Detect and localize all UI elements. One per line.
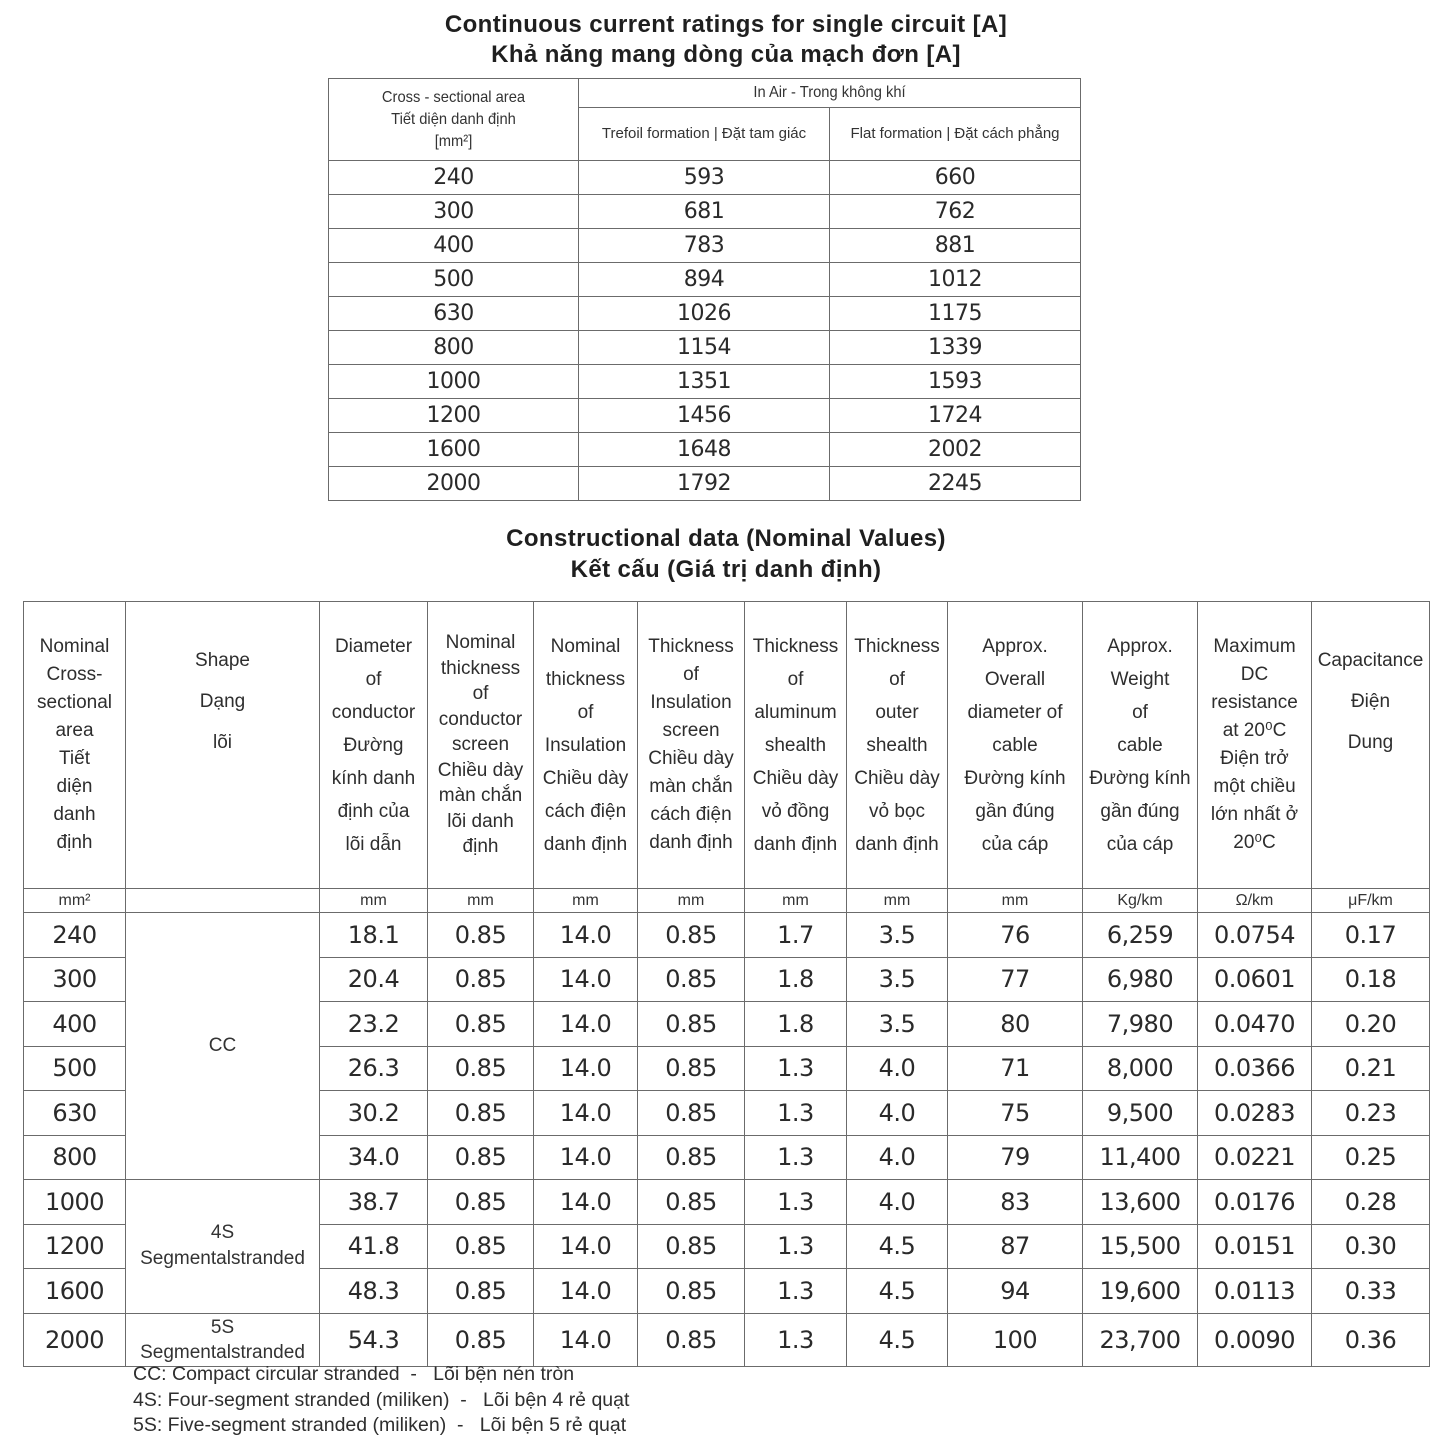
table-row bbox=[329, 297, 1081, 331]
header-line: of bbox=[889, 668, 905, 690]
cell-aluminum-sheath: 1.7 bbox=[745, 913, 847, 958]
cell-flat: 660 bbox=[830, 161, 1081, 195]
header-line: một chiều bbox=[1213, 776, 1296, 797]
header-overall-diameter bbox=[948, 602, 1083, 889]
cell-capacitance: 0.36 bbox=[1312, 1313, 1430, 1366]
cell-trefoil: 1792 bbox=[579, 467, 830, 501]
header-line: Thickness bbox=[648, 636, 734, 657]
header-line: Đường bbox=[343, 734, 404, 756]
cell-flat: 1012 bbox=[830, 263, 1081, 297]
header-line: định của bbox=[337, 800, 410, 822]
cell-dc-resistance: 0.0176 bbox=[1198, 1180, 1312, 1225]
cell-flat: 762 bbox=[830, 195, 1081, 229]
cell-trefoil: 593 bbox=[579, 161, 830, 195]
cell-capacitance: 0.28 bbox=[1312, 1180, 1430, 1225]
table-row bbox=[329, 263, 1081, 297]
unit-overall-diameter: mm bbox=[948, 889, 1083, 913]
header-line: conductor bbox=[438, 708, 523, 730]
unit-shape bbox=[126, 889, 320, 913]
header-line: gần đúng bbox=[1100, 800, 1180, 822]
cell-insulation-screen: 0.85 bbox=[638, 1313, 745, 1366]
header-line: of bbox=[683, 664, 699, 685]
header-flat-label: Flat formation | Đặt cách phẳng bbox=[850, 125, 1060, 142]
cell-outer-sheath: 3.5 bbox=[847, 1002, 948, 1047]
cell-insulation-screen: 0.85 bbox=[638, 1091, 745, 1136]
header-line: Capacitance bbox=[1317, 650, 1424, 671]
header-aluminum-sheath bbox=[745, 602, 847, 889]
header-line: Chiều dày bbox=[854, 767, 940, 789]
cell-area: 800 bbox=[24, 1135, 126, 1180]
cell-area: 800 bbox=[329, 331, 579, 365]
table-row bbox=[329, 399, 1081, 433]
cell-outer-sheath: 4.5 bbox=[847, 1269, 948, 1314]
cell-aluminum-sheath: 1.3 bbox=[745, 1046, 847, 1091]
header-flat bbox=[830, 108, 1081, 161]
cell-area: 1000 bbox=[24, 1180, 126, 1225]
cell-area: 300 bbox=[24, 957, 126, 1002]
cell-insulation: 14.0 bbox=[534, 1180, 638, 1225]
cell-insulation-screen: 0.85 bbox=[638, 1046, 745, 1091]
cell-area: 500 bbox=[329, 263, 579, 297]
cell-overall-diameter: 80 bbox=[948, 1002, 1083, 1047]
cell-overall-diameter: 94 bbox=[948, 1269, 1083, 1314]
cell-capacitance: 0.21 bbox=[1312, 1046, 1430, 1091]
cell-flat: 1175 bbox=[830, 297, 1081, 331]
cell-weight: 8,000 bbox=[1083, 1046, 1198, 1091]
cell-insulation: 14.0 bbox=[534, 1224, 638, 1269]
cell-flat: 2002 bbox=[830, 433, 1081, 467]
cell-area: 1000 bbox=[329, 365, 579, 399]
header-cross-section bbox=[329, 79, 579, 161]
header-in-air bbox=[579, 79, 1081, 108]
header-line: conductor bbox=[331, 701, 416, 723]
header-line: Chiều dày bbox=[437, 759, 524, 781]
cell-conductor-diameter: 20.4 bbox=[320, 957, 428, 1002]
header-line: Cross- bbox=[46, 664, 103, 685]
unit-area: mm² bbox=[24, 889, 126, 913]
cell-aluminum-sheath: 1.3 bbox=[745, 1180, 847, 1225]
cell-capacitance: 0.30 bbox=[1312, 1224, 1430, 1269]
cell-insulation: 14.0 bbox=[534, 1046, 638, 1091]
cell-conductor-screen: 0.85 bbox=[428, 1180, 534, 1225]
constructional-table bbox=[23, 601, 1430, 1367]
header-in-air-label: In Air - Trong không khí bbox=[753, 84, 906, 101]
cell-conductor-screen: 0.85 bbox=[428, 957, 534, 1002]
constructional-title-vi: Kết cấu (Giá trị danh định) bbox=[570, 556, 882, 583]
header-line: Diameter bbox=[334, 635, 413, 657]
unit-weight: Kg/km bbox=[1083, 889, 1198, 913]
cell-area: 630 bbox=[329, 297, 579, 331]
header-line: Chiều dày bbox=[542, 767, 629, 789]
header-line: vỏ bọc bbox=[869, 800, 925, 822]
cell-weight: 7,980 bbox=[1083, 1002, 1198, 1047]
cell-capacitance: 0.18 bbox=[1312, 957, 1430, 1002]
cell-aluminum-sheath: 1.3 bbox=[745, 1224, 847, 1269]
cell-dc-resistance: 0.0283 bbox=[1198, 1091, 1312, 1136]
note-4s: 4S: Four-segment stranded (miliken) - Lõi bện 4 rẻ quạt bbox=[133, 1388, 630, 1411]
header-line: danh định bbox=[855, 833, 939, 855]
header-line: Thickness bbox=[854, 635, 940, 657]
table-row bbox=[329, 229, 1081, 263]
unit-conductor-screen: mm bbox=[428, 889, 534, 913]
cell-dc-resistance: 0.0470 bbox=[1198, 1002, 1312, 1047]
header-line: thickness bbox=[545, 668, 626, 690]
cell-aluminum-sheath: 1.8 bbox=[745, 1002, 847, 1047]
header-line: area bbox=[55, 720, 94, 741]
header-line: lõi dẫn bbox=[345, 833, 402, 855]
cell-overall-diameter: 100 bbox=[948, 1313, 1083, 1366]
header-line: shealth bbox=[764, 734, 827, 756]
shape-label-line: Segmentalstranded bbox=[140, 1341, 305, 1363]
cell-capacitance: 0.23 bbox=[1312, 1091, 1430, 1136]
cell-overall-diameter: 87 bbox=[948, 1224, 1083, 1269]
header-capacitance bbox=[1312, 602, 1430, 889]
legend-notes bbox=[133, 1362, 629, 1439]
cell-insulation: 14.0 bbox=[534, 1313, 638, 1366]
header-weight bbox=[1083, 602, 1198, 889]
cell-weight: 15,500 bbox=[1083, 1224, 1198, 1269]
table-row bbox=[329, 467, 1081, 501]
cell-insulation: 14.0 bbox=[534, 1269, 638, 1314]
unit-insulation-screen: mm bbox=[638, 889, 745, 913]
cell-conductor-diameter: 34.0 bbox=[320, 1135, 428, 1180]
header-line: Insulation bbox=[650, 692, 732, 713]
header-line: Đường kính bbox=[964, 767, 1066, 789]
header-line: danh định bbox=[543, 833, 628, 855]
cell-insulation: 14.0 bbox=[534, 1002, 638, 1047]
cell-capacitance: 0.17 bbox=[1312, 913, 1430, 958]
header-line: of bbox=[1132, 701, 1148, 723]
cell-flat: 2245 bbox=[830, 467, 1081, 501]
header-line: lớn nhất ở bbox=[1210, 804, 1299, 825]
header-line: của cáp bbox=[981, 833, 1049, 855]
cell-capacitance: 0.20 bbox=[1312, 1002, 1430, 1047]
cell-overall-diameter: 79 bbox=[948, 1135, 1083, 1180]
header-cross-section-unit: [mm²] bbox=[434, 132, 473, 150]
constructional-title-en: Constructional data (Nominal Values) bbox=[506, 525, 946, 552]
header-line: Overall bbox=[984, 668, 1046, 690]
cell-area: 1600 bbox=[24, 1269, 126, 1314]
cell-trefoil: 783 bbox=[579, 229, 830, 263]
cell-trefoil: 894 bbox=[579, 263, 830, 297]
table-row bbox=[329, 365, 1081, 399]
cell-area: 500 bbox=[24, 1046, 126, 1091]
header-line: Tiết bbox=[59, 748, 90, 769]
header-line: Nominal bbox=[445, 632, 516, 654]
header-trefoil bbox=[579, 108, 830, 161]
cell-area: 240 bbox=[24, 913, 126, 958]
cell-aluminum-sheath: 1.3 bbox=[745, 1091, 847, 1136]
table-row bbox=[24, 1313, 1430, 1366]
current-ratings-table bbox=[328, 78, 1081, 501]
cell-trefoil: 1154 bbox=[579, 331, 830, 365]
header-line: resistance bbox=[1211, 692, 1298, 713]
cell-insulation: 14.0 bbox=[534, 1135, 638, 1180]
cell-conductor-diameter: 26.3 bbox=[320, 1046, 428, 1091]
header-line: Approx. bbox=[1107, 635, 1173, 657]
header-outer-sheath bbox=[847, 602, 948, 889]
cell-insulation: 14.0 bbox=[534, 913, 638, 958]
cell-area: 300 bbox=[329, 195, 579, 229]
cell-weight: 23,700 bbox=[1083, 1313, 1198, 1366]
cell-trefoil: 681 bbox=[579, 195, 830, 229]
shape-label-line: Segmentalstranded bbox=[140, 1248, 305, 1270]
cell-trefoil: 1026 bbox=[579, 297, 830, 331]
unit-aluminum-sheath: mm bbox=[745, 889, 847, 913]
header-line: của cáp bbox=[1106, 833, 1174, 855]
header-line: gần đúng bbox=[975, 800, 1055, 822]
cell-insulation: 14.0 bbox=[534, 957, 638, 1002]
cell-conductor-diameter: 48.3 bbox=[320, 1269, 428, 1314]
cell-conductor-screen: 0.85 bbox=[428, 1091, 534, 1136]
cell-area: 240 bbox=[329, 161, 579, 195]
header-line: lõi bbox=[212, 732, 232, 753]
cell-insulation-screen: 0.85 bbox=[638, 1269, 745, 1314]
cell-dc-resistance: 0.0151 bbox=[1198, 1224, 1312, 1269]
cell-conductor-screen: 0.85 bbox=[428, 1135, 534, 1180]
header-line: Shape bbox=[195, 650, 250, 671]
header-line: kính danh bbox=[331, 767, 416, 789]
cell-conductor-diameter: 23.2 bbox=[320, 1002, 428, 1047]
cell-outer-sheath: 4.5 bbox=[847, 1313, 948, 1366]
cell-shape bbox=[126, 1313, 320, 1366]
shape-label-line: CC bbox=[208, 1035, 237, 1056]
cell-capacitance: 0.25 bbox=[1312, 1135, 1430, 1180]
header-line: lõi danh bbox=[447, 810, 514, 832]
table-row bbox=[329, 331, 1081, 365]
header-line: Điện bbox=[1350, 691, 1391, 712]
table-row bbox=[329, 195, 1081, 229]
cell-insulation-screen: 0.85 bbox=[638, 1002, 745, 1047]
unit-outer-sheath: mm bbox=[847, 889, 948, 913]
header-conductor-diameter bbox=[320, 602, 428, 889]
header-line: màn chắn bbox=[438, 785, 523, 807]
cell-area: 1600 bbox=[329, 433, 579, 467]
cell-conductor-diameter: 54.3 bbox=[320, 1313, 428, 1366]
header-line: outer bbox=[875, 701, 919, 723]
header-line: of bbox=[577, 701, 594, 723]
cell-outer-sheath: 4.5 bbox=[847, 1224, 948, 1269]
cell-area: 1200 bbox=[329, 399, 579, 433]
cell-trefoil: 1351 bbox=[579, 365, 830, 399]
header-line: Insulation bbox=[544, 734, 627, 756]
header-shape bbox=[126, 602, 320, 889]
cell-insulation-screen: 0.85 bbox=[638, 1180, 745, 1225]
header-line: danh bbox=[53, 804, 96, 825]
cell-dc-resistance: 0.0366 bbox=[1198, 1046, 1312, 1091]
cell-area: 630 bbox=[24, 1091, 126, 1136]
cell-conductor-screen: 0.85 bbox=[428, 1313, 534, 1366]
header-conductor-screen bbox=[428, 602, 534, 889]
cell-area: 400 bbox=[24, 1002, 126, 1047]
cell-area: 400 bbox=[329, 229, 579, 263]
cell-conductor-diameter: 41.8 bbox=[320, 1224, 428, 1269]
cell-outer-sheath: 4.0 bbox=[847, 1180, 948, 1225]
header-line: of bbox=[787, 668, 804, 690]
cell-insulation-screen: 0.85 bbox=[638, 1224, 745, 1269]
cell-conductor-screen: 0.85 bbox=[428, 913, 534, 958]
header-line: định bbox=[462, 836, 499, 858]
cell-weight: 11,400 bbox=[1083, 1135, 1198, 1180]
header-line: Đường kính bbox=[1089, 767, 1191, 789]
cell-weight: 6,980 bbox=[1083, 957, 1198, 1002]
header-line: Dạng bbox=[199, 691, 246, 712]
cell-dc-resistance: 0.0601 bbox=[1198, 957, 1312, 1002]
cell-insulation-screen: 0.85 bbox=[638, 1135, 745, 1180]
cell-dc-resistance: 0.0754 bbox=[1198, 913, 1312, 958]
cell-conductor-screen: 0.85 bbox=[428, 1002, 534, 1047]
header-trefoil-label: Trefoil formation | Đặt tam giác bbox=[601, 125, 807, 142]
cell-flat: 1593 bbox=[830, 365, 1081, 399]
cell-overall-diameter: 71 bbox=[948, 1046, 1083, 1091]
header-line: diameter of bbox=[967, 701, 1063, 723]
header-line: màn chắn bbox=[649, 776, 733, 797]
cell-outer-sheath: 3.5 bbox=[847, 913, 948, 958]
unit-dc-resistance: Ω/km bbox=[1198, 889, 1312, 913]
header-line: screen bbox=[451, 734, 510, 756]
cell-conductor-diameter: 38.7 bbox=[320, 1180, 428, 1225]
cell-area: 2000 bbox=[24, 1313, 126, 1366]
cell-weight: 9,500 bbox=[1083, 1091, 1198, 1136]
header-line: Weight bbox=[1110, 668, 1170, 690]
cell-weight: 19,600 bbox=[1083, 1269, 1198, 1314]
header-insulation bbox=[534, 602, 638, 889]
header-line: Thickness bbox=[752, 635, 839, 657]
unit-conductor-diameter: mm bbox=[320, 889, 428, 913]
header-line: DC bbox=[1240, 664, 1269, 685]
table-row bbox=[329, 161, 1081, 195]
cell-aluminum-sheath: 1.3 bbox=[745, 1313, 847, 1366]
header-line: at 20⁰C bbox=[1222, 720, 1287, 741]
header-line: 20⁰C bbox=[1233, 832, 1276, 853]
cell-area: 1200 bbox=[24, 1224, 126, 1269]
header-line: cable bbox=[1117, 734, 1163, 756]
cell-conductor-diameter: 18.1 bbox=[320, 913, 428, 958]
header-cross-section-en: Cross - sectional area bbox=[381, 88, 526, 106]
header-line: cách điện bbox=[544, 800, 627, 822]
cell-weight: 13,600 bbox=[1083, 1180, 1198, 1225]
header-cross-section-vi: Tiết diện danh định bbox=[391, 110, 516, 128]
table-row bbox=[24, 1180, 1430, 1225]
header-line: thickness bbox=[440, 657, 521, 679]
header-line: Approx. bbox=[982, 635, 1048, 657]
cell-aluminum-sheath: 1.8 bbox=[745, 957, 847, 1002]
header-line: Chiều dày bbox=[648, 748, 734, 769]
cell-overall-diameter: 83 bbox=[948, 1180, 1083, 1225]
cell-area: 2000 bbox=[329, 467, 579, 501]
cell-insulation-screen: 0.85 bbox=[638, 913, 745, 958]
header-line: danh định bbox=[649, 832, 733, 853]
header-line: screen bbox=[662, 720, 720, 741]
cell-outer-sheath: 3.5 bbox=[847, 957, 948, 1002]
cell-overall-diameter: 77 bbox=[948, 957, 1083, 1002]
header-line: of bbox=[472, 683, 489, 705]
cell-dc-resistance: 0.0113 bbox=[1198, 1269, 1312, 1314]
cell-dc-resistance: 0.0221 bbox=[1198, 1135, 1312, 1180]
cell-flat: 1724 bbox=[830, 399, 1081, 433]
header-line: định bbox=[56, 832, 93, 853]
current-ratings-title-en: Continuous current ratings for single circuit [A] bbox=[444, 11, 1008, 38]
cell-capacitance: 0.33 bbox=[1312, 1269, 1430, 1314]
header-line: Dung bbox=[1347, 732, 1394, 753]
header-line: of bbox=[365, 668, 382, 690]
cell-trefoil: 1456 bbox=[579, 399, 830, 433]
current-ratings-title-vi: Khả năng mang dòng của mạch đơn [A] bbox=[491, 41, 961, 68]
header-line: vỏ đồng bbox=[761, 800, 830, 822]
header-line: Chiều dày bbox=[752, 767, 839, 789]
header-line: diện bbox=[56, 776, 93, 797]
unit-insulation: mm bbox=[534, 889, 638, 913]
cell-outer-sheath: 4.0 bbox=[847, 1091, 948, 1136]
header-line: cách điện bbox=[650, 804, 732, 825]
cell-insulation-screen: 0.85 bbox=[638, 957, 745, 1002]
header-line: aluminum bbox=[754, 701, 837, 723]
cell-overall-diameter: 75 bbox=[948, 1091, 1083, 1136]
note-cc: CC: Compact circular stranded - Lõi bện nén tròn bbox=[133, 1363, 575, 1385]
table-row bbox=[24, 913, 1430, 958]
table-row bbox=[329, 433, 1081, 467]
cell-outer-sheath: 4.0 bbox=[847, 1046, 948, 1091]
header-line: Nominal bbox=[39, 636, 110, 657]
cell-conductor-screen: 0.85 bbox=[428, 1046, 534, 1091]
cell-outer-sheath: 4.0 bbox=[847, 1135, 948, 1180]
header-line: sectional bbox=[37, 692, 112, 713]
header-area bbox=[24, 602, 126, 889]
header-line: Maximum bbox=[1213, 636, 1296, 657]
shape-label-line: 4S bbox=[210, 1222, 235, 1244]
cell-overall-diameter: 76 bbox=[948, 913, 1083, 958]
cell-dc-resistance: 0.0090 bbox=[1198, 1313, 1312, 1366]
cell-aluminum-sheath: 1.3 bbox=[745, 1269, 847, 1314]
note-5s: 5S: Five-segment stranded (miliken) - Lõi bện 5 rẻ quạt bbox=[133, 1414, 627, 1436]
unit-capacitance: μF/km bbox=[1312, 889, 1430, 913]
header-line: Nominal bbox=[550, 635, 621, 657]
shape-label-line: 5S bbox=[210, 1316, 235, 1338]
cell-conductor-screen: 0.85 bbox=[428, 1269, 534, 1314]
cell-aluminum-sheath: 1.3 bbox=[745, 1135, 847, 1180]
cell-flat: 881 bbox=[830, 229, 1081, 263]
header-line: danh định bbox=[753, 833, 838, 855]
header-line: cable bbox=[992, 734, 1038, 756]
cell-insulation: 14.0 bbox=[534, 1091, 638, 1136]
header-line: shealth bbox=[866, 734, 928, 756]
cell-shape bbox=[126, 913, 320, 1180]
header-dc-resistance bbox=[1198, 602, 1312, 889]
cell-conductor-diameter: 30.2 bbox=[320, 1091, 428, 1136]
cell-conductor-screen: 0.85 bbox=[428, 1224, 534, 1269]
cell-shape bbox=[126, 1180, 320, 1314]
cell-weight: 6,259 bbox=[1083, 913, 1198, 958]
cell-flat: 1339 bbox=[830, 331, 1081, 365]
cell-trefoil: 1648 bbox=[579, 433, 830, 467]
header-line: Điện trở bbox=[1220, 748, 1289, 769]
header-insulation-screen bbox=[638, 602, 745, 889]
